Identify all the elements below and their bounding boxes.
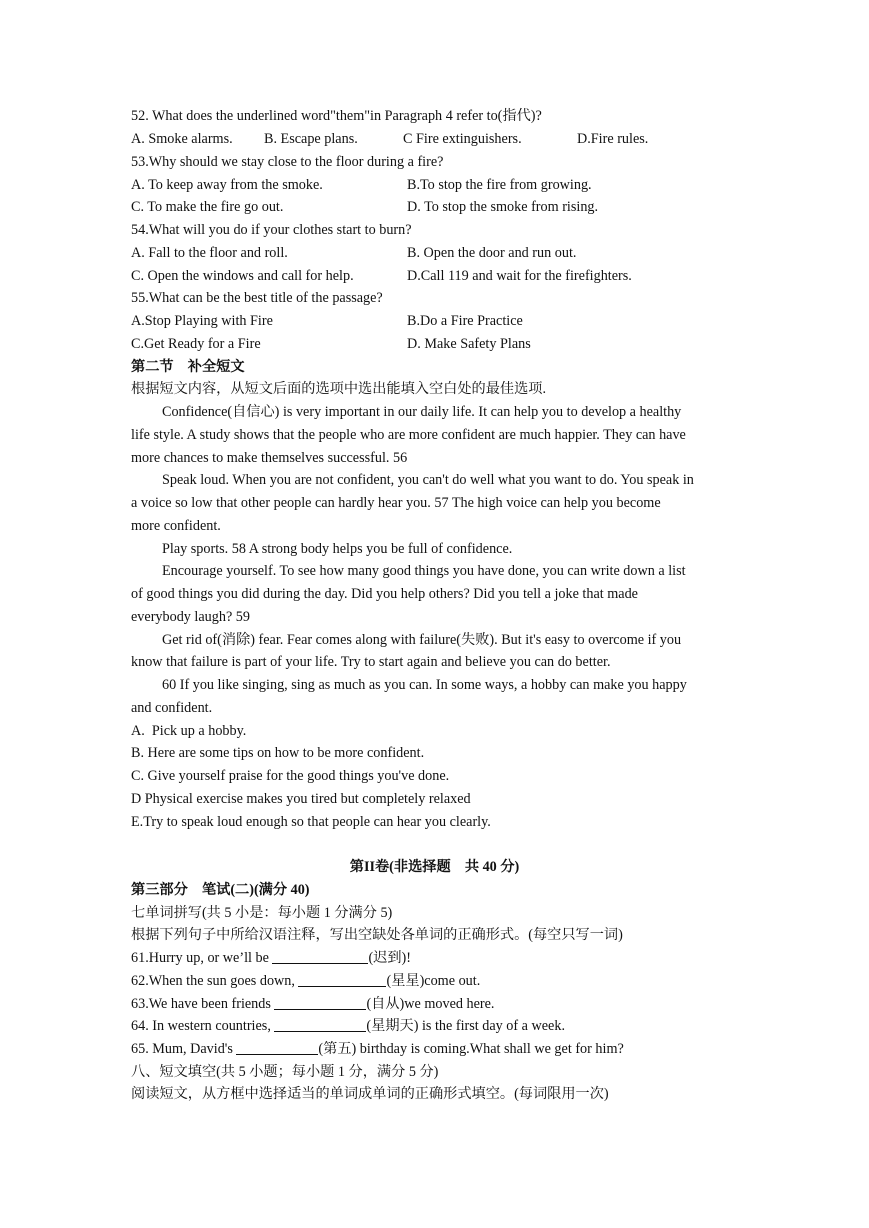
q54-option-c: C. Open the windows and call for help. bbox=[131, 268, 354, 284]
passage-line: a voice so low that other people can hardly hear you. 57 The high voice can help you become bbox=[131, 495, 661, 511]
section2-option-b: B. Here are some tips on how to be more confident. bbox=[131, 745, 425, 761]
answer-blank[interactable] bbox=[272, 949, 368, 964]
q52-option-a: A. Smoke alarms. bbox=[131, 131, 233, 147]
section2-instruction: 根据短文内容，从短文后面的选项中选出能填入空白处的最佳选项. bbox=[131, 381, 546, 397]
spelling-item-62: 62.When the sun goes down, (星星)come out. bbox=[131, 973, 481, 989]
spelling-item-64: 64. In western countries, (星期天) is the first day of a week. bbox=[131, 1018, 565, 1034]
q52-option-b: B. Escape plans. bbox=[264, 131, 358, 147]
q53-stem: 53.Why should we stay close to the floor during a fire? bbox=[131, 154, 444, 170]
q53-option-b: B.To stop the fire from growing. bbox=[407, 177, 592, 193]
section2-title: 第二节 补全短文 bbox=[131, 359, 245, 375]
q55-option-a: A.Stop Playing with Fire bbox=[131, 313, 273, 329]
section8-title: 八、短文填空(共 5 小题；每小题 1 分，满分 5 分) bbox=[131, 1064, 439, 1080]
q55-option-c: C.Get Ready for a Fire bbox=[131, 336, 261, 352]
passage-line: Confidence(自信心) is very important in our daily life. It can help you to develop a healthy bbox=[162, 404, 682, 420]
section2-option-c: C. Give yourself praise for the good things you've done. bbox=[131, 768, 450, 784]
section2-option-a: A. Pick up a hobby. bbox=[131, 723, 247, 739]
q53-option-d: D. To stop the smoke from rising. bbox=[407, 199, 599, 215]
q52-option-c: C Fire extinguishers. bbox=[403, 131, 522, 147]
q53-option-a: A. To keep away from the smoke. bbox=[131, 177, 323, 193]
passage-line: more confident. bbox=[131, 518, 221, 534]
spelling-item-63: 63.We have been friends (自从)we moved here. bbox=[131, 996, 495, 1012]
answer-blank[interactable] bbox=[274, 1017, 366, 1032]
q53-option-c: C. To make the fire go out. bbox=[131, 199, 284, 215]
passage-line: of good things you did during the day. Did you help others? Did you tell a joke that made bbox=[131, 586, 638, 602]
q55-option-d: D. Make Safety Plans bbox=[407, 336, 531, 352]
passage-line: know that failure is part of your life. Try to start again and believe you can do better. bbox=[131, 654, 611, 670]
section8-instruction: 阅读短文，从方框中选择适当的单词成单词的正确形式填空。(每词限用一次) bbox=[131, 1086, 609, 1102]
section7-title: 七单词拼写(共 5 小是：每小题 1 分满分 5) bbox=[131, 905, 393, 921]
section2-option-e: E.Try to speak loud enough so that people can hear you clearly. bbox=[131, 814, 491, 830]
passage-line: Play sports. 58 A strong body helps you be full of confidence. bbox=[162, 541, 513, 557]
section2-option-d: D Physical exercise makes you tired but completely relaxed bbox=[131, 791, 471, 807]
q54-option-a: A. Fall to the floor and roll. bbox=[131, 245, 288, 261]
answer-blank[interactable] bbox=[274, 995, 366, 1010]
passage-line: life style. A study shows that the people who are more confident are much happier. They can have bbox=[131, 427, 686, 443]
passage-line: 60 If you like singing, sing as much as you can. In some ways, a hobby can make you happy bbox=[162, 677, 687, 693]
q54-stem: 54.What will you do if your clothes start to burn? bbox=[131, 222, 412, 238]
answer-blank[interactable] bbox=[298, 972, 386, 987]
q54-option-b: B. Open the door and run out. bbox=[407, 245, 577, 261]
spelling-item-65: 65. Mum, David's (第五) birthday is coming.What shall we get for him? bbox=[131, 1041, 624, 1057]
passage-line: everybody laugh? 59 bbox=[131, 609, 250, 625]
passage-line: more chances to make themselves successful. 56 bbox=[131, 450, 408, 466]
passage-line: Speak loud. When you are not confident, you can't do well what you want to do. You speak in bbox=[162, 472, 694, 488]
passage-line: Get rid of(消除) fear. Fear comes along with failure(失败). But it's easy to overcome if you bbox=[162, 632, 682, 648]
q52-option-d: D.Fire rules. bbox=[577, 131, 649, 147]
q52-stem: 52. What does the underlined word"them"in Paragraph 4 refer to(指代)? bbox=[131, 108, 542, 124]
passage-line: Encourage yourself. To see how many good things you have done, you can write down a list bbox=[162, 563, 686, 579]
part2-title: 第II卷(非选择题 共 40 分) bbox=[349, 859, 520, 875]
q55-stem: 55.What can be the best title of the passage? bbox=[131, 290, 383, 306]
answer-blank[interactable] bbox=[236, 1040, 318, 1055]
q55-option-b: B.Do a Fire Practice bbox=[407, 313, 523, 329]
part3-title: 第三部分 笔试(二)(满分 40) bbox=[131, 882, 310, 898]
passage-line: and confident. bbox=[131, 700, 213, 716]
section7-instruction: 根据下列句子中所给汉语注释，写出空缺处各单词的正确形式。(每空只写一词) bbox=[131, 927, 623, 943]
spelling-item-61: 61.Hurry up, or we’ll be (迟到)! bbox=[131, 950, 412, 966]
q54-option-d: D.Call 119 and wait for the firefighters. bbox=[407, 268, 632, 284]
